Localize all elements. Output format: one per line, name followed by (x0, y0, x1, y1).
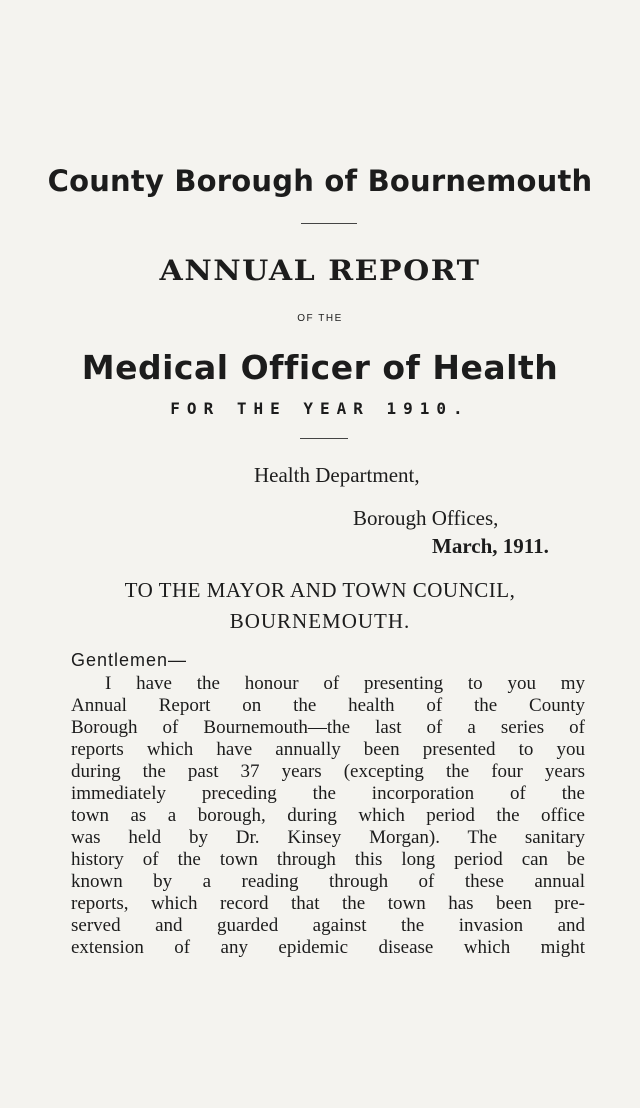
body-line: I have the honour of presenting to you my (105, 673, 585, 694)
recipient-line: TO THE MAYOR AND TOWN COUNCIL, (124, 578, 516, 602)
body-line: reports, which record that the town has been pre- (71, 893, 585, 914)
divider-rule (300, 438, 348, 439)
body-line: Annual Report on the health of the County (71, 695, 585, 716)
body-line: immediately preceding the incorporation of the (71, 783, 585, 804)
year-title: FOR THE YEAR 1910. (170, 399, 470, 418)
address-offices: Borough Offices, (353, 506, 499, 530)
body-line: Borough of Bournemouth—the last of a series of (71, 717, 585, 738)
county-title: County Borough of Bournemouth (47, 164, 593, 198)
body-paragraph (71, 673, 585, 959)
body-line: town as a borough, during which period the office (71, 805, 585, 826)
of-the-label: OF THE (297, 313, 343, 324)
body-line: served and guarded against the invasion and (71, 915, 585, 936)
recipient-town: BOURNEMOUTH. (229, 609, 411, 633)
body-line: reports which have annually been presented to you (71, 739, 585, 760)
address-department: Health Department, (254, 463, 420, 487)
body-line: known by a reading through of these annual (71, 871, 585, 892)
salutation: Gentlemen— (71, 650, 188, 670)
report-title: ANNUAL REPORT (159, 255, 481, 288)
address-date: March, 1911. (432, 534, 549, 558)
body-line: during the past 37 years (excepting the four years (71, 761, 585, 782)
body-line: was held by Dr. Kinsey Morgan). The sanitary (71, 827, 585, 848)
body-line: extension of any epidemic disease which might (71, 937, 585, 958)
officer-title: Medical Officer of Health (81, 348, 559, 387)
body-line: history of the town through this long period can be (71, 849, 585, 870)
divider-rule (301, 223, 357, 224)
